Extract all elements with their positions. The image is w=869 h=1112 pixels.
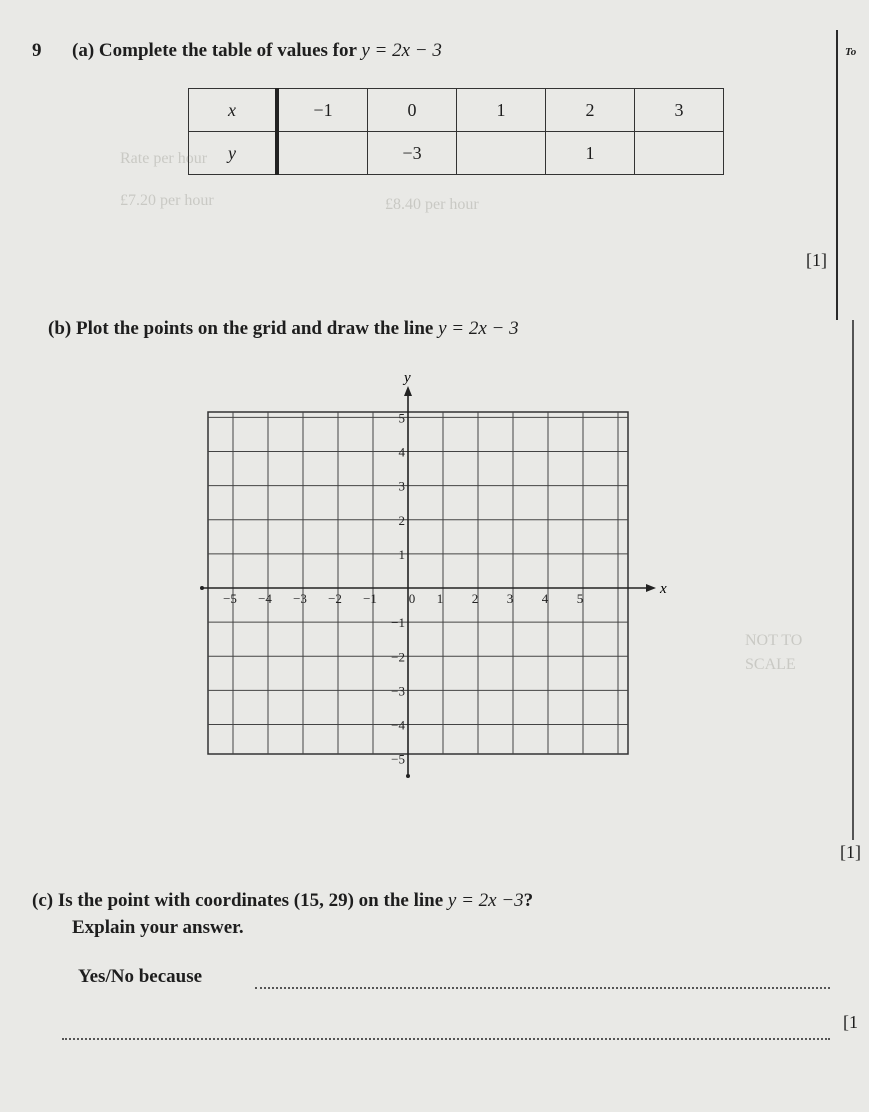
table-row: [189, 89, 724, 132]
x-tick-label: 3: [506, 591, 514, 606]
table-row: [189, 132, 724, 175]
part-a-label: (a): [72, 40, 95, 61]
table-of-values: [188, 88, 724, 175]
x-tick-label: −4: [258, 591, 272, 606]
y-axis-label: y: [404, 370, 411, 386]
y-axis-arrow-icon: [404, 386, 412, 396]
axis-end-dot: [200, 586, 204, 590]
y-tick-label: 2: [398, 512, 405, 528]
part-a-text: Complete the table of values for: [98, 40, 357, 61]
show-through-text: £8.40 per hour: [385, 196, 479, 213]
part-c-marks: [1: [843, 1012, 858, 1032]
answer-prompt: Yes/No because: [78, 966, 203, 987]
margin-fragment: To: [845, 46, 857, 58]
x-header-cell: x: [189, 89, 278, 132]
x-axis-label: x: [660, 581, 667, 597]
grid-lines: [208, 412, 628, 754]
grid-border: [208, 412, 628, 754]
show-through-text: NOT TO: [745, 632, 803, 649]
part-c-label: (c): [32, 890, 54, 911]
y-tick-label: −2: [391, 649, 405, 665]
y-tick-label: −5: [391, 751, 405, 767]
x-tick-label: −3: [293, 591, 307, 606]
x-tick-label: 5: [576, 591, 584, 606]
x-cell: −1: [277, 89, 368, 132]
margin-line: [852, 320, 854, 840]
answer-line-2[interactable]: [62, 1038, 830, 1040]
part-b-equation: y = 2x − 3: [438, 318, 519, 339]
x-cell: 1: [457, 89, 546, 132]
part-c-question-mark: ?: [523, 890, 534, 911]
x-tick-label: 4: [541, 591, 549, 606]
x-tick-label: −2: [328, 591, 342, 606]
coordinate-grid[interactable]: [190, 360, 670, 790]
x-tick-label: −1: [363, 591, 377, 606]
part-a-equation: y = 2x − 3: [361, 40, 442, 61]
y-tick-label: 5: [398, 410, 405, 426]
x-tick-label: 0: [408, 591, 416, 606]
part-b-text: Plot the points on the grid and draw the line: [75, 318, 434, 339]
y-answer-cell[interactable]: [457, 132, 546, 175]
part-b-label: (b): [48, 318, 72, 339]
answer-line-1[interactable]: [255, 987, 830, 989]
question-number: 9: [32, 40, 42, 61]
y-tick-label: −3: [391, 683, 405, 699]
y-tick-label: −4: [391, 717, 405, 733]
show-through-text: SCALE: [745, 656, 796, 673]
y-tick-label: −1: [391, 615, 405, 631]
axis-end-dot: [406, 774, 410, 778]
y-header-cell: y: [189, 132, 278, 175]
part-a-prompt: [72, 40, 442, 62]
show-through-text: £7.20 per hour: [120, 192, 214, 209]
y-cell: −3: [368, 132, 457, 175]
y-answer-cell[interactable]: [277, 132, 368, 175]
y-cell: 1: [546, 132, 635, 175]
y-answer-cell[interactable]: [635, 132, 724, 175]
part-c-equation: y = 2x −3: [447, 890, 524, 911]
x-axis-arrow-icon: [646, 584, 656, 592]
x-cell: 0: [368, 89, 457, 132]
y-tick-label: 3: [398, 478, 405, 494]
show-through-text: Rate per hour: [120, 150, 208, 167]
x-cell: 3: [635, 89, 724, 132]
y-tick-label: 4: [398, 444, 405, 460]
part-b-marks: [1]: [840, 842, 861, 862]
x-tick-label: 1: [436, 591, 444, 606]
part-c-text: Is the point with coordinates (15, 29) on the line: [57, 890, 444, 911]
y-tick-label: 1: [398, 546, 405, 562]
x-cell: 2: [546, 89, 635, 132]
part-b-prompt: [48, 318, 519, 340]
part-c-prompt: [32, 888, 533, 941]
x-tick-label: 2: [471, 591, 479, 606]
part-c-instruction: Explain your answer.: [72, 916, 244, 938]
margin-line: [836, 30, 838, 320]
x-tick-label: −5: [223, 591, 237, 606]
part-a-marks: [1]: [806, 250, 827, 270]
